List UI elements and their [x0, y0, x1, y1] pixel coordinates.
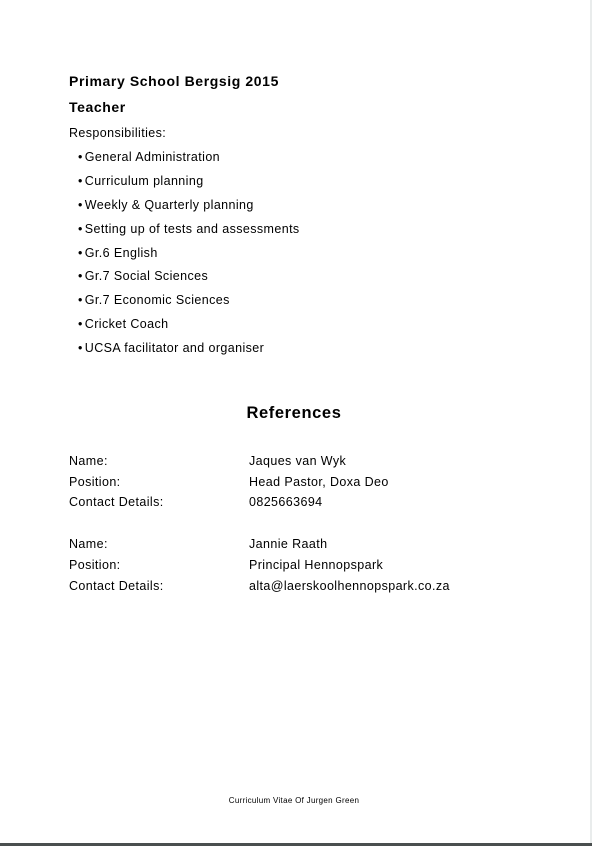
bullet-icon: •: [78, 245, 83, 260]
reference-name: Jannie Raath: [249, 537, 328, 551]
responsibility-text: Gr.7 Social Sciences: [84, 269, 209, 284]
references-heading: References: [246, 404, 342, 422]
reference-position: Head Pastor, Doxa Deo: [249, 475, 389, 489]
list-item: [78, 269, 300, 293]
list-item: [78, 341, 300, 365]
list-item: [78, 150, 300, 174]
reference-contact: 0825663694: [249, 495, 323, 509]
list-item: [78, 317, 300, 341]
bullet-icon: •: [78, 341, 83, 356]
job-title: Teacher: [69, 99, 126, 115]
responsibility-text: General Administration: [84, 150, 221, 164]
bullet-icon: •: [78, 269, 83, 284]
bullet-icon: •: [78, 293, 83, 308]
page-footer: Curriculum Vitae Of Jurgen Green: [228, 796, 360, 805]
responsibility-text: Cricket Coach: [84, 317, 169, 332]
position-label: Position:: [69, 475, 121, 489]
reference-position: Principal Hennopspark: [249, 558, 384, 572]
list-item: [78, 246, 300, 270]
list-item: [78, 293, 300, 317]
contact-label: Contact Details:: [69, 495, 164, 509]
list-item: [78, 174, 300, 198]
contact-label: Contact Details:: [69, 579, 164, 593]
name-label: Name:: [69, 537, 108, 551]
responsibility-text: Gr.7 Economic Sciences: [84, 293, 230, 308]
responsibility-text: Setting up of tests and assessments: [84, 221, 300, 236]
responsibilities-list: [78, 150, 300, 365]
reference-contact: alta@laerskoolhennopspark.co.za: [249, 579, 450, 593]
name-label: Name:: [69, 454, 108, 468]
responsibility-text: UCSA facilitator and organiser: [84, 341, 265, 356]
list-item: [78, 198, 300, 222]
responsibility-text: Weekly & Quarterly planning: [84, 197, 254, 212]
responsibility-text: Gr.6 English: [84, 245, 158, 260]
bullet-icon: •: [78, 221, 83, 236]
reference-name: Jaques van Wyk: [249, 454, 347, 468]
employer-heading: Primary School Bergsig 2015: [69, 73, 279, 89]
bullet-icon: •: [78, 173, 83, 188]
responsibility-text: Curriculum planning: [84, 173, 204, 188]
list-item: [78, 222, 300, 246]
position-label: Position:: [69, 558, 121, 572]
bullet-icon: •: [78, 150, 83, 164]
bullet-icon: •: [78, 317, 83, 332]
bullet-icon: •: [78, 197, 83, 212]
responsibilities-label: Responsibilities:: [69, 126, 167, 140]
